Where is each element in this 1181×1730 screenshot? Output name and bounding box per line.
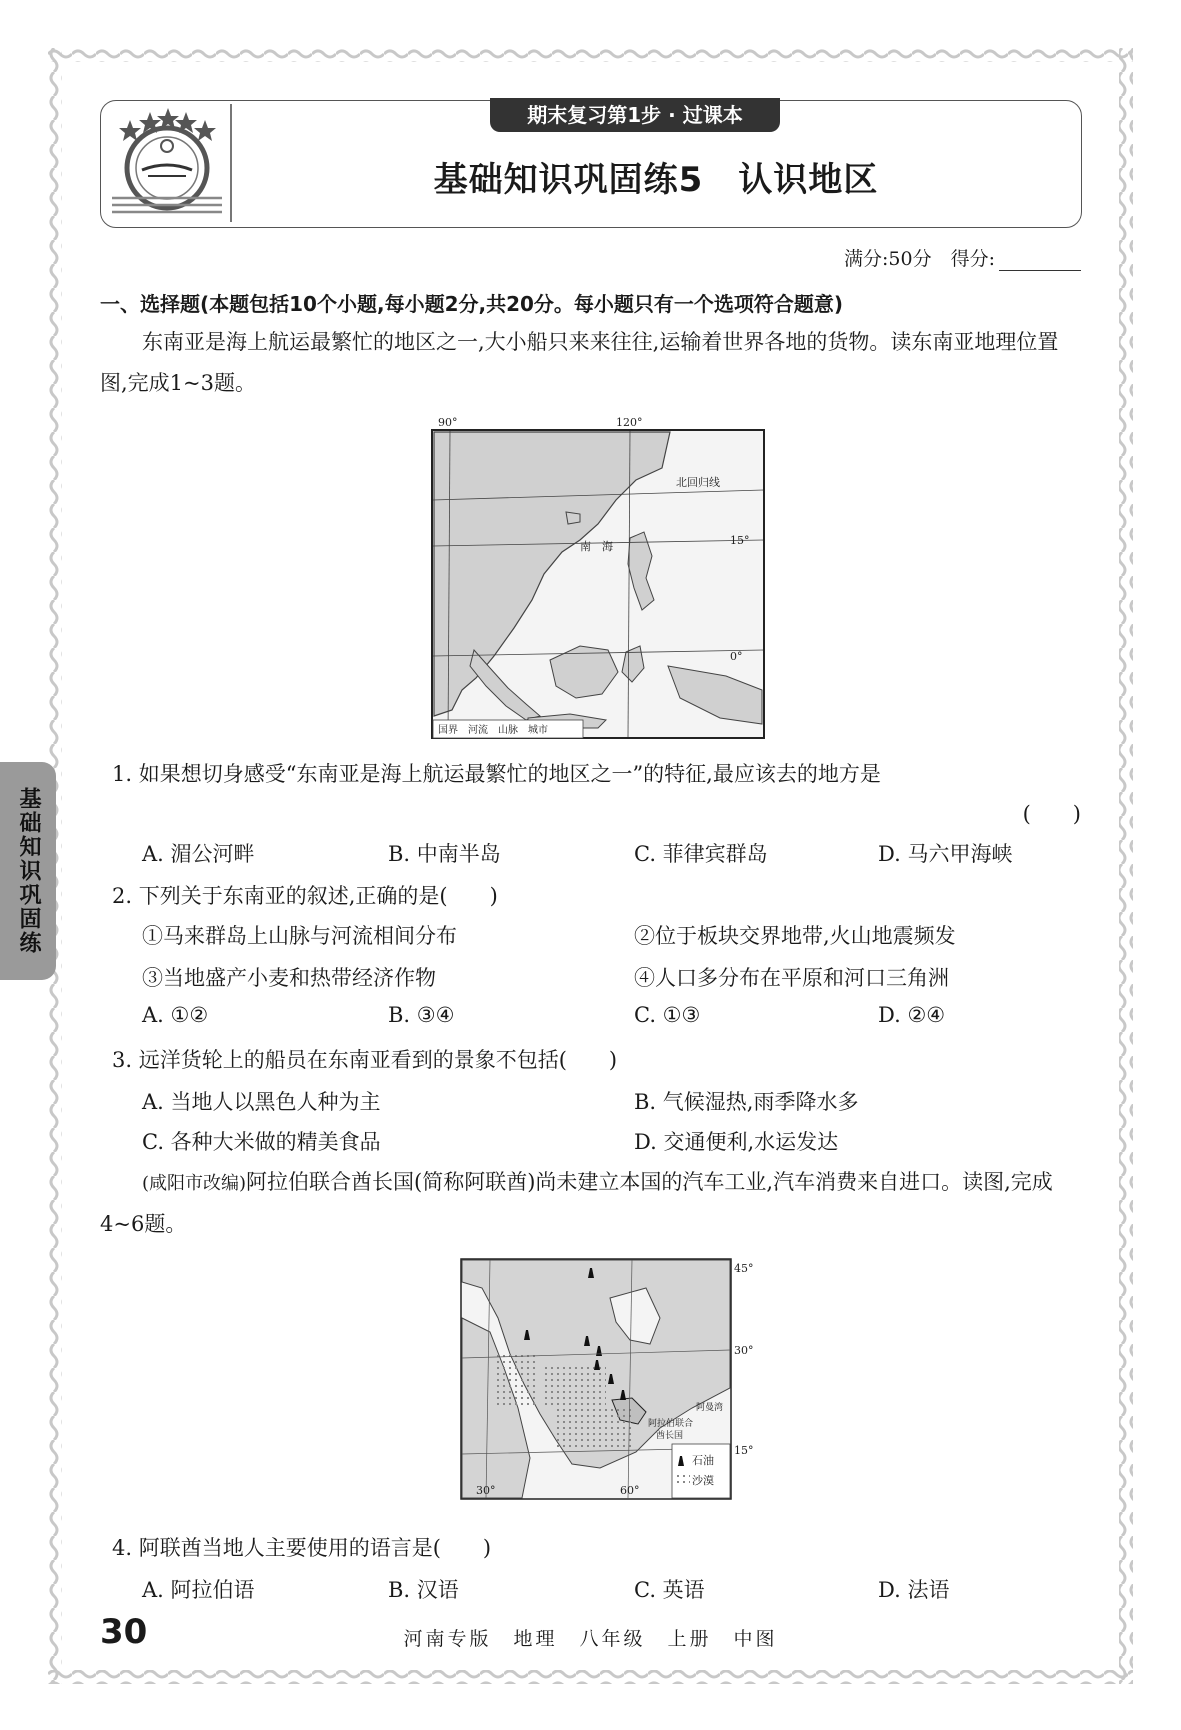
side-tab-label: 基础知识巩固练 bbox=[0, 762, 56, 980]
map2-side-label: 阿曼湾 bbox=[696, 1403, 724, 1413]
header-tab-label: 期末复习第1步 · 过课本 bbox=[490, 98, 780, 132]
question-1-stem: 1. 如果想切身感受“东南亚是海上航运最繁忙的地区之一”的特征,最应该去的地方是 bbox=[112, 762, 881, 786]
map2-lon-60: 60° bbox=[620, 1484, 640, 1497]
map2-country-label-1: 阿拉伯联合 bbox=[648, 1419, 694, 1429]
intro-2-source: (咸阳市改编) bbox=[142, 1173, 247, 1194]
q4-option-c[interactable]: C. 英语 bbox=[634, 1578, 705, 1602]
score-blank[interactable] bbox=[999, 252, 1081, 271]
q3-option-d[interactable]: D. 交通便利,水运发达 bbox=[634, 1130, 839, 1154]
southeast-asia-map bbox=[430, 416, 766, 740]
map2-legend-oil: 石油 bbox=[692, 1454, 714, 1467]
section-title: 一、选择题(本题包括10个小题,每小题2分,共20分。每小题只有一个选项符合题意) bbox=[100, 292, 844, 316]
q3-option-b[interactable]: B. 气候湿热,雨季降水多 bbox=[634, 1090, 859, 1114]
q2-option-c[interactable]: C. ①③ bbox=[634, 1003, 701, 1027]
question-3-stem: 3. 远洋货轮上的船员在东南亚看到的景象不包括( ) bbox=[112, 1048, 618, 1072]
q2-statement-2: ②位于板块交界地带,火山地震频发 bbox=[634, 924, 956, 948]
page-number: 30 bbox=[100, 1612, 148, 1652]
map2-country-label-2: 酋长国 bbox=[656, 1431, 684, 1441]
map2-lon-30: 30° bbox=[476, 1484, 496, 1497]
map1-lat-0: 0° bbox=[730, 650, 743, 663]
desert-legend-swatch bbox=[676, 1474, 690, 1484]
page-title: 基础知识巩固练5 认识地区 bbox=[433, 160, 879, 200]
q1-option-c[interactable]: C. 菲律宾群岛 bbox=[634, 842, 768, 866]
map1-sea-label: 南 海 bbox=[580, 540, 613, 553]
q4-option-a[interactable]: A. 阿拉伯语 bbox=[142, 1578, 255, 1602]
score-line bbox=[844, 244, 1081, 271]
middle-east-map bbox=[460, 1258, 760, 1502]
q4-option-b[interactable]: B. 汉语 bbox=[388, 1578, 459, 1602]
q4-option-d[interactable]: D. 法语 bbox=[878, 1578, 950, 1602]
q2-statement-4: ④人口多分布在平原和河口三角洲 bbox=[634, 966, 949, 990]
map1-lon-120: 120° bbox=[616, 416, 643, 429]
map1-lat-15: 15° bbox=[730, 534, 750, 547]
q1-option-d[interactable]: D. 马六甲海峡 bbox=[878, 842, 1013, 866]
q3-option-a[interactable]: A. 当地人以黑色人种为主 bbox=[142, 1090, 381, 1114]
map2-legend-desert: 沙漠 bbox=[692, 1474, 714, 1487]
map2-lat-15: 15° bbox=[734, 1444, 754, 1457]
q2-option-a[interactable]: A. ①② bbox=[142, 1003, 209, 1027]
question-1-answer-paren[interactable]: ( ) bbox=[1022, 802, 1081, 826]
map2-lat-45: 45° bbox=[734, 1262, 754, 1275]
q2-statement-3: ③当地盛产小麦和热带经济作物 bbox=[142, 966, 436, 990]
intro-paragraph-1: 东南亚是海上航运最繁忙的地区之一,大小船只来来往往,运输着世界各地的货物。读东南亚地理位置图,完成1~3题。 bbox=[100, 330, 1059, 395]
q2-option-b[interactable]: B. ③④ bbox=[388, 1003, 455, 1027]
q2-option-d[interactable]: D. ②④ bbox=[878, 1003, 946, 1027]
footer-text: 河南专版 地理 八年级 上册 中图 bbox=[403, 1628, 778, 1650]
map1-tropic-label: 北回归线 bbox=[676, 476, 720, 489]
map1-legend: 国界 河流 山脉 城市 bbox=[438, 725, 548, 736]
intro-2-text: 阿拉伯联合酋长国(简称阿联酋)尚未建立本国的汽车工业,汽车消费来自进口。读图,完成4~6题。 bbox=[100, 1170, 1053, 1236]
map2-lat-30: 30° bbox=[734, 1344, 754, 1357]
map1-lon-90: 90° bbox=[438, 416, 458, 429]
publisher-logo bbox=[108, 106, 226, 220]
q1-option-b[interactable]: B. 中南半岛 bbox=[388, 842, 501, 866]
intro-paragraph-2 bbox=[100, 1162, 1080, 1245]
q3-option-c[interactable]: C. 各种大米做的精美食品 bbox=[142, 1130, 381, 1154]
question-4-stem: 4. 阿联酋当地人主要使用的语言是( ) bbox=[112, 1536, 492, 1560]
q1-option-a[interactable]: A. 湄公河畔 bbox=[142, 842, 255, 866]
score-label: 满分:50分 得分: bbox=[844, 248, 995, 270]
q2-statement-1: ①马来群岛上山脉与河流相间分布 bbox=[142, 924, 457, 948]
question-2-stem: 2. 下列关于东南亚的叙述,正确的是( ) bbox=[112, 884, 498, 908]
